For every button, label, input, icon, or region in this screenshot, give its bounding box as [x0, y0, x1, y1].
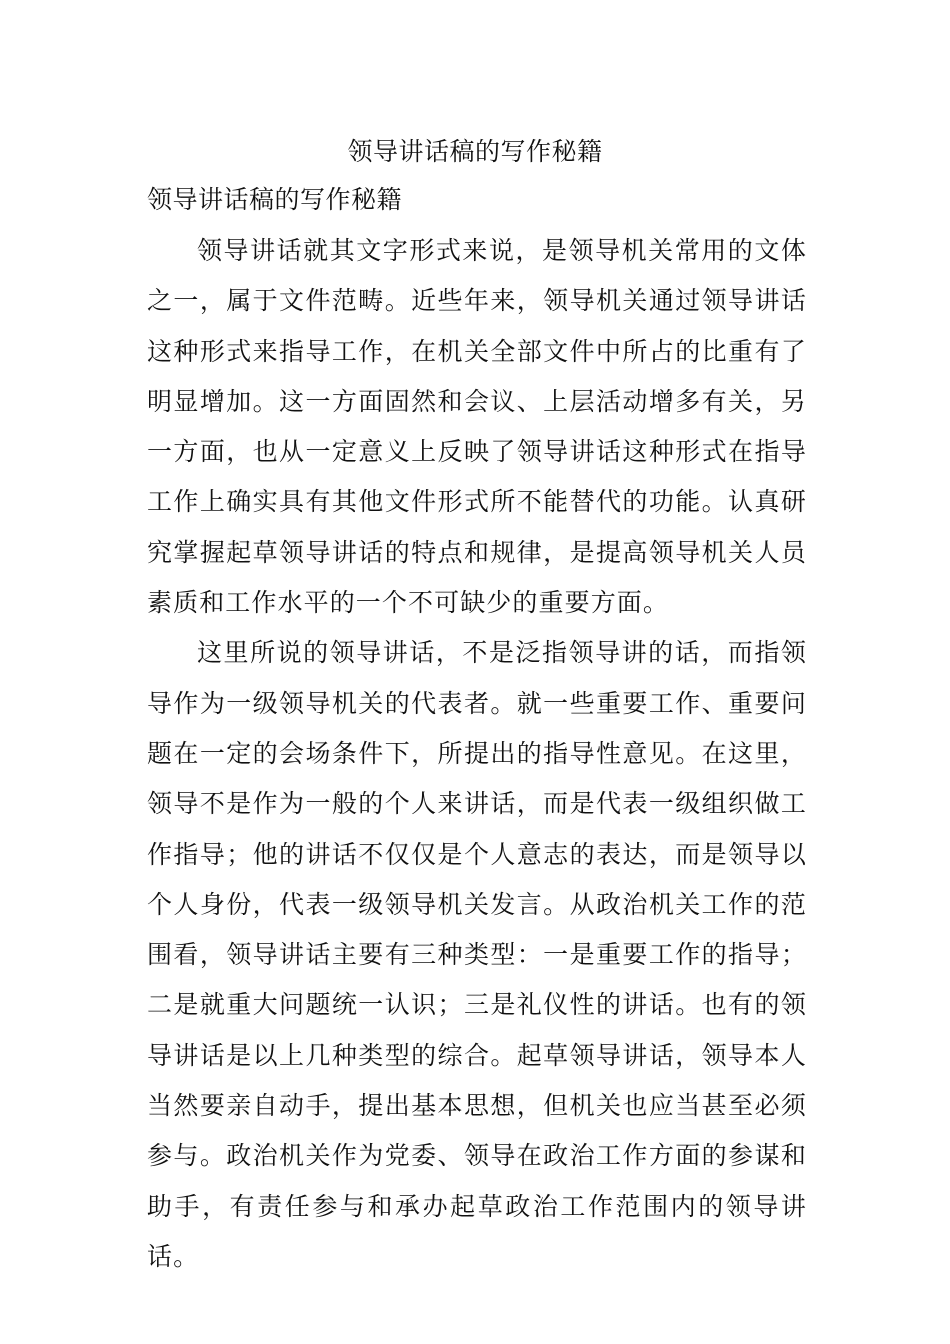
document-body [147, 226, 807, 1282]
paragraph-2: 这里所说的领导讲话，不是泛指领导讲的话，而指领导作为一级领导机关的代表者。就一些重要工作、重要问题在一定的会场条件下，所提出的指导性意见。在这里，领导不是作为一般的个人来讲话，而是代表一级组织做工作指导；他的讲话不仅仅是个人意志的表达，而是领导以个人身份，代表一级领导机关发言。从政治机关工作的范围看，领导讲话主要有三种类型：一是重要工作的指导；二是就重大问题统一认识；三是礼仪性的讲话。也有的领导讲话是以上几种类型的综合。起草领导讲话，领导本人当然要亲自动手，提出基本思想，但机关也应当甚至必须参与。政治机关作为党委、领导在政治工作方面的参谋和助手，有责任参与和承办起草政治工作范围内的领导讲话。 [147, 638, 807, 1271]
paragraph-1: 领导讲话就其文字形式来说，是领导机关常用的文体之一，属于文件范畴。近些年来，领导机关通过领导讲话这种形式来指导工作，在机关全部文件中所占的比重有了明显增加。这一方面固然和会议、上层活动增多有关，另一方面，也从一定意义上反映了领导讲话这种形式在指导工作上确实具有其他文件形式所不能替代的功能。认真研究掌握起草领导讲话的特点和规律，是提高领导机关人员素质和工作水平的一个不可缺少的重要方面。 [147, 236, 807, 618]
document-title: 领导讲话稿的写作秘籍 [347, 137, 603, 166]
document-subtitle: 领导讲话稿的写作秘籍 [147, 185, 403, 214]
